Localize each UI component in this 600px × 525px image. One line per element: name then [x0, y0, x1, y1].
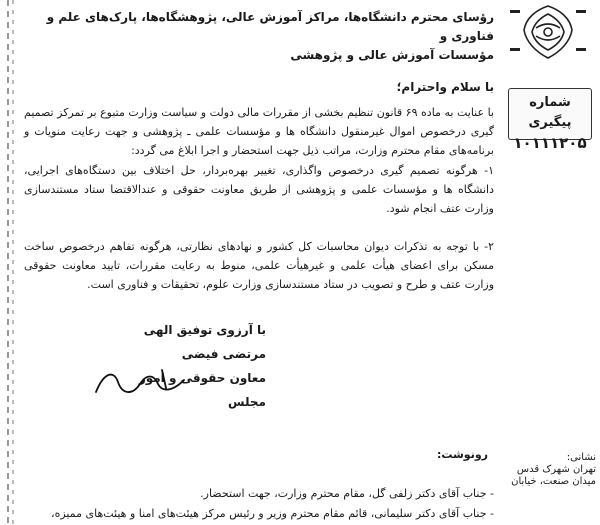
intro-paragraph: با عنایت به ماده ۶۹ قانون تنظیم بخشی از مقررات مالی دولت و سیاست وزارت متبوع بر تمرکز تصمیم گیری درخصوص اموال غیرمنقول دانشگاه ها و مؤسسات علمی ـ پژوهشی و جهت رعایت منویات و برنامه‌های مقام محترم وزارت، مراتب ذیل جهت استحضار و اجرا ابلاغ می گردد:: [24, 106, 494, 157]
cc-item: - جناب آقای دکتر زلفی گل، مقام محترم وزارت، جهت استحضار.: [200, 487, 494, 500]
recipient-line: مؤسسات آموزش عالی و پژوهشی: [290, 48, 494, 62]
cc-item: - جناب آقای دکتر سلیمانی، قائم مقام محترم وزیر و رئیس مرکز هیئت‌های امنا و هیئت‌های ممیزه،: [51, 507, 494, 520]
directive-item-2: ۲- با توجه به تذکرات دیوان محاسبات کل کشور و نهادهای نظارتی، هرگونه تفاهم درخصوص ساخت مسکن برای اعضای هیأت علمی و غیرهیأت علمی، منوط به رعایت مقررات، تایید معاونت حقوقی وزارت عتف و طرح و تصویب در ستاد مستندسازی وزارت علوم، تحقیقات و فناوری است.: [24, 240, 494, 291]
greeting: با سلام واحترام؛: [396, 80, 494, 94]
ministry-emblem-icon: [506, 0, 590, 64]
tracking-number: ۱۰۱۱۱۲۰۵: [513, 134, 587, 152]
recipient: [34, 8, 494, 65]
address-line: تهران شهرک قدس: [516, 464, 596, 475]
closing-wish: با آرزوی توفیق الهی: [143, 323, 266, 337]
address-line: میدان صنعت، خیابان: [511, 476, 596, 487]
tracking-label: شماره پیگیری: [528, 95, 572, 130]
handwritten-signature: [92, 362, 202, 402]
directive-item-1: ۱- هرگونه تصمیم گیری درخصوص واگذاری، تغییر بهره‌بردار، حل اختلاف بین دستگاه‌های اجرایی، دانشگاه ها و مؤسسات علمی و پژوهشی از طریق معاونت حقوقی و عندالاقتضا ستاد مستندسازی وزارت عتف انجام شود.: [24, 164, 494, 215]
signatory-name: مرتضی فیضی: [181, 347, 266, 361]
signatory-position: معاون حقوقی و امور مجلس: [138, 371, 266, 409]
dashed-binding-strip: [2, 0, 18, 525]
address-title: نشانی:: [566, 452, 596, 463]
tracking-number-box: [508, 88, 592, 152]
cc-title: رونوشت:: [436, 448, 488, 461]
recipient-line: رؤسای محترم دانشگاه‌ها، مراکز آموزش عالی، پژوهشگاه‌ها، پارک‌های علم و فناوری و: [46, 10, 494, 43]
address-block: [500, 452, 596, 488]
